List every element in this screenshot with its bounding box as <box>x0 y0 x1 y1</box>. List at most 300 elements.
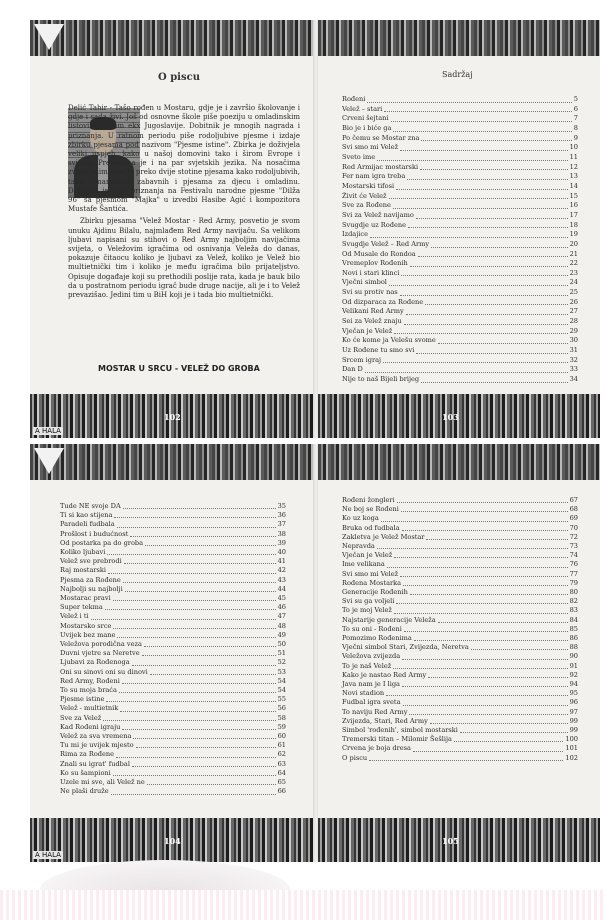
toc-entry-page: 95 <box>569 689 578 698</box>
toc-entry <box>60 732 286 741</box>
toc-entry <box>342 588 578 597</box>
toc-entry-page: 10 <box>569 143 578 152</box>
toc-entry-title: Uvijek bez mane <box>60 630 116 639</box>
toc-entry-title: Pomozimo Rođenima <box>342 634 412 643</box>
toc-entry <box>342 570 578 579</box>
toc-leader-dots <box>400 149 567 151</box>
toc-entry-title: Pjesme istine <box>60 695 105 704</box>
toc-entry-title: Uzele mi sve, ali Velež ne <box>60 778 145 787</box>
toc-entry-title: Izdajice <box>342 230 368 239</box>
toc-entry-page: 61 <box>277 741 286 750</box>
toc-leader-dots <box>404 323 568 325</box>
toc-entry-title: Zakletva je Velež Mostar <box>342 532 425 541</box>
toc-entry-title: Paradeli fudbala <box>60 520 115 529</box>
toc-entry-title: Crvena je boja dresa <box>342 744 411 753</box>
toc-entry-page: 67 <box>569 496 578 504</box>
toc-entry-page: 76 <box>569 560 578 569</box>
toc-entry-page: 88 <box>569 643 578 652</box>
toc-entry <box>342 95 578 105</box>
toc-entry-page: 97 <box>569 707 578 716</box>
toc-entry-page: 63 <box>277 759 286 768</box>
toc-entry <box>342 689 578 698</box>
toc-entry-title: Dan D <box>342 365 363 374</box>
toc-entry <box>342 298 578 308</box>
toc-entry-title: Ljubavi za Rođenoga <box>60 658 130 667</box>
toc-entry-title: Kad Rođeni igraju <box>60 722 121 731</box>
toc-entry-title: Rima za Rođene <box>60 750 115 759</box>
club-crest-icon <box>34 24 64 50</box>
toc-entry <box>60 511 286 520</box>
toc-entry-page: 54 <box>277 686 286 695</box>
toc-entry-title: Sve za Rođene <box>342 201 391 210</box>
toc-entry-page: 38 <box>277 529 286 538</box>
toc-entry-page: 43 <box>277 575 286 584</box>
toc-entry-title: Red Army, Rođeni <box>60 676 120 685</box>
toc-entry-title: To naviju Red Army <box>342 707 408 716</box>
toc-entry <box>342 221 578 231</box>
toc-entry-title: Koliko ljubavi <box>60 548 106 557</box>
toc-entry-page: 101 <box>565 744 578 753</box>
toc-entry-page: 17 <box>569 210 578 219</box>
toc-entry <box>60 714 286 723</box>
page-number: 103 <box>442 412 459 422</box>
toc-entry-title: Ko su šampioni <box>60 768 111 777</box>
toc-entry <box>342 211 578 221</box>
toc-entry-title: Sei za Velež znaju <box>342 317 402 326</box>
toc-entry-title: Ne plaši druže <box>60 787 109 796</box>
toc-entry <box>342 201 578 211</box>
toc-entry-page: 45 <box>277 594 286 603</box>
toc-leader-dots <box>471 648 568 650</box>
toc-entry-page: 30 <box>569 336 578 345</box>
toc-leader-dots <box>393 207 568 209</box>
toc-entry-page: 66 <box>277 787 286 796</box>
toc-entry-title: Zvijezda, Stari, Red Army <box>342 716 428 725</box>
toc-leader-dots <box>113 599 276 601</box>
toc-entry <box>60 723 286 732</box>
toc-leader-dots <box>389 197 568 199</box>
toc-entry-page: 91 <box>569 661 578 670</box>
toc-entry-page: 102 <box>565 753 578 762</box>
toc-leader-dots <box>454 740 563 742</box>
toc-entry-page: 65 <box>277 778 286 787</box>
toc-entry-title: Svugdje Velež – Red Army <box>342 239 430 248</box>
toc-leader-dots <box>136 746 276 748</box>
toc-entry-title: Velež sve prebrodi <box>60 557 122 566</box>
toc-entry <box>60 686 286 695</box>
toc-leader-dots <box>377 547 568 549</box>
toc-entry-page: 35 <box>277 502 286 510</box>
toc-leader-dots <box>402 529 568 531</box>
toc-entry-page: 73 <box>569 542 578 551</box>
toc-leader-dots <box>416 352 567 354</box>
toc-leader-dots <box>387 566 568 568</box>
toc-leader-dots <box>407 178 567 180</box>
toc-entry-title: Ti si kao stijena <box>60 511 113 520</box>
toc-entry-title: Velež i ti <box>60 612 89 621</box>
toc-entry-title: Veležova porodična veza <box>60 640 142 649</box>
toc-entry-title: Crveni šejtani <box>342 114 389 123</box>
toc-leader-dots <box>401 510 568 512</box>
toc-leader-dots <box>107 553 275 555</box>
toc-entry <box>60 622 286 631</box>
toc-entry-page: 44 <box>277 584 286 593</box>
toc-leader-dots <box>396 602 567 604</box>
toc-entry <box>342 153 578 163</box>
toc-entry-page: 92 <box>569 670 578 679</box>
toc-entry <box>342 143 578 153</box>
toc-entry <box>342 134 578 144</box>
toc-entry-title: To je naš Velež <box>342 661 392 670</box>
toc-entry <box>60 769 286 778</box>
toc-leader-dots <box>402 685 568 687</box>
toc-leader-dots <box>396 188 568 190</box>
toc-entry-title: To su moja braća <box>60 686 117 695</box>
toc-entry-title: Bruka od fudbala <box>342 523 400 532</box>
toc-entry <box>60 668 286 677</box>
toc-entry <box>342 192 578 202</box>
toc-entry-page: 12 <box>569 162 578 171</box>
toc-entry-title: Kako je nastao Red Army <box>342 670 427 679</box>
toc-entry <box>342 230 578 240</box>
toc-leader-dots <box>389 284 568 286</box>
page-number: 104 <box>164 836 181 846</box>
toc-entry-page: 22 <box>569 259 578 268</box>
toc-entry <box>342 336 578 346</box>
toc-entry <box>342 346 578 356</box>
toc-entry-title: Vječan je Velež <box>342 326 393 335</box>
toc-leader-dots <box>130 535 275 537</box>
toc-entry-page: 27 <box>569 307 578 316</box>
toc-entry-title: Velež - multietnik <box>60 704 119 713</box>
crowd-photo-banner <box>318 818 600 862</box>
slogan: MOSTAR U SRCU - VELEŽ DO GROBA <box>98 364 260 373</box>
toc-leader-dots <box>123 507 276 509</box>
toc-entry-page: 32 <box>569 355 578 364</box>
toc-entry-title: Java nam je I liga <box>342 680 400 689</box>
toc-leader-dots <box>391 120 572 122</box>
toc-entry <box>342 288 578 298</box>
toc-entry-page: 41 <box>277 557 286 566</box>
toc-entry-page: 86 <box>569 634 578 643</box>
toc-entry <box>342 307 578 317</box>
toc-leader-dots <box>105 608 276 610</box>
toc-entry <box>342 698 578 707</box>
toc-entry <box>60 566 286 575</box>
toc-entry-page: 59 <box>277 722 286 731</box>
toc-entry-page: 40 <box>277 548 286 557</box>
toc-entry <box>60 502 286 511</box>
toc-entry-page: 13 <box>569 172 578 181</box>
toc-entry-title: Najstarije generacije Veleža <box>342 615 436 624</box>
toc-entry-page: 31 <box>569 346 578 355</box>
toc-entry-page: 90 <box>569 652 578 661</box>
toc-entry-title: Oni su sinovi oni su dinovi <box>60 667 148 676</box>
toc-leader-dots <box>393 667 567 669</box>
toc-entry <box>60 640 286 649</box>
toc-leader-dots <box>122 728 275 730</box>
toc-leader-dots <box>438 342 568 344</box>
toc-entry <box>342 496 578 505</box>
toc-entry-title: Nepravda <box>342 542 375 551</box>
toc-entry-title: O piscu <box>342 753 368 762</box>
toc-leader-dots <box>113 774 276 776</box>
toc-entry <box>60 603 286 612</box>
toc-entry <box>342 356 578 366</box>
toc-leader-dots <box>365 371 568 373</box>
toc-entry <box>342 606 578 615</box>
toc-leader-dots <box>147 783 276 785</box>
toc-leader-dots <box>421 381 567 383</box>
toc-leader-dots <box>383 361 568 363</box>
toc-entry <box>60 778 286 787</box>
club-crest-icon <box>34 448 64 474</box>
toc-entry <box>342 172 578 182</box>
toc-entry-title: Uz Rođene tu smo svi <box>342 346 415 355</box>
bio-paragraph: Zbirku pjesama "Velež Mostar - Red Army, posvetio je svom unuku Ajdinu Bilalu, najmlađem Red Army navijaču. Sa velikom ljubavi napisani su stihovi o Red Army najboljim navijačima svijeta, o Veležovim igračima od osnivanja Veleža do danas, pokazuje čitaocu koliko je ljubavi za Velež, koliko je Velež bio multietnički tim i koliko je među igračima bilo prijateljstvo. Opisuje događaje koji su prethodili poslije rata, kada je bauk bilo da u postratnom periodu igrač bude druge nacije, ali je i to Velež prevazišao. Jedini tim u BiH koji je i tada bio multietnički. <box>68 217 300 300</box>
toc-entry <box>342 671 578 680</box>
page-number: 105 <box>442 836 459 846</box>
toc-leader-dots <box>394 332 567 334</box>
toc-entry <box>342 240 578 250</box>
toc-entry-page: 7 <box>573 114 578 123</box>
toc-entry-page: 29 <box>569 326 578 335</box>
toc-entry-page: 53 <box>277 667 286 676</box>
toc-entry-page: 37 <box>277 520 286 529</box>
toc-entry-page: 23 <box>569 268 578 277</box>
toc-entry <box>342 616 578 625</box>
toc-entry-title: Svi za Velež navijamo <box>342 210 414 219</box>
toc-leader-dots <box>418 255 568 257</box>
toc-leader-dots <box>119 691 276 693</box>
toc-entry <box>342 717 578 726</box>
toc-entry <box>342 259 578 269</box>
toc-entry-page: 62 <box>277 750 286 759</box>
toc-entry-title: Mostarski tifosi <box>342 181 395 190</box>
toc-entry-page: 64 <box>277 768 286 777</box>
toc-leader-dots <box>370 236 568 238</box>
toc-entry <box>342 278 578 288</box>
toc-leader-dots <box>144 645 276 647</box>
page-102 <box>30 20 314 438</box>
toc-entry-page: 39 <box>277 538 286 547</box>
toc-leader-dots <box>408 226 568 228</box>
toc-leader-dots <box>413 750 563 752</box>
toc-entry-page: 21 <box>569 249 578 258</box>
toc-entry-title: Novi i stari klinci <box>342 268 400 277</box>
toc-entry <box>342 250 578 260</box>
toc-leader-dots <box>420 168 568 170</box>
toc-entry-title: Super tekma <box>60 603 103 612</box>
about-author-title: O piscu <box>158 72 200 83</box>
toc-entry-title: Red Armijac mostarski <box>342 162 419 171</box>
toc-entry-title: Vječan je Velež <box>342 551 393 560</box>
toc-entry <box>342 597 578 606</box>
table-of-contents <box>60 502 286 797</box>
toc-entry <box>60 520 286 529</box>
toc-leader-dots <box>425 303 567 305</box>
toc-leader-dots <box>460 731 568 733</box>
page-103 <box>318 20 600 438</box>
toc-entry-title: Svi smo mi Velež <box>342 569 399 578</box>
toc-entry-title: Prošlost i budućnost <box>60 529 129 538</box>
toc-entry <box>342 375 578 385</box>
table-of-contents <box>342 496 578 763</box>
toc-entry <box>342 680 578 689</box>
toc-entry-page: 70 <box>569 523 578 532</box>
toc-leader-dots <box>403 584 568 586</box>
toc-entry-page: 83 <box>569 606 578 615</box>
toc-leader-dots <box>122 682 276 684</box>
toc-entry-page: 6 <box>573 104 578 113</box>
toc-leader-dots <box>431 246 568 248</box>
toc-entry <box>60 787 286 796</box>
toc-entry <box>60 530 286 539</box>
toc-entry-page: 33 <box>569 365 578 374</box>
toc-entry <box>60 760 286 769</box>
toc-leader-dots <box>410 265 568 267</box>
toc-entry-title: Ko će kome ja Velešu svome <box>342 336 436 345</box>
toc-leader-dots <box>367 101 571 103</box>
toc-leader-dots <box>386 694 567 696</box>
toc-leader-dots <box>414 639 568 641</box>
toc-entry <box>342 643 578 652</box>
toc-entry-page: 99 <box>569 726 578 735</box>
toc-leader-dots <box>132 664 276 666</box>
toc-entry-page: 9 <box>573 133 578 142</box>
toc-entry <box>60 658 286 667</box>
toc-entry-title: Veležova zvijezda <box>342 652 401 661</box>
toc-entry-title: Rođena Mostarka <box>342 578 402 587</box>
toc-entry <box>342 551 578 560</box>
toc-entry <box>342 542 578 551</box>
toc-entry-page: 68 <box>569 505 578 514</box>
toc-entry-title: Sve za Velež <box>60 713 102 722</box>
toc-entry <box>342 114 578 124</box>
toc-leader-dots <box>124 562 276 564</box>
bio-paragraph: Delić Tahir - Tašo rođen u Mostaru, gdje je i završio školovanje i gdje i sada živi. Još od osnovne škole piše poeziju u omladinskim listovima širom ekx Jugoslavije. Dobitnik je mnogih nagrada i priznanja. U ratnom periodu piše rodoljubive pjesme i izdaje zbirku pjesama pod nazivom "Pjesme istine". Zbirka je doživjela veliki uspjeh, kako u našoj domovini tako i širom Evrope i svijeta. Prevedena je i na par svjetskih jezika. Na nosačima zvuka snimljeno je preko dvije stotine pjesama kako rodoljubivih, tako i narodnih, zabavnih i pjesama za djecu i omladinu. Dobitnik je svih priznanja na Festivalu narodne pjesme "Dilža 96" sa pjesmom "Majka" u izvedbi Hasibe Agić i kompozitora Mustafe Šantića. <box>68 104 300 214</box>
toc-entry-page: 94 <box>569 680 578 689</box>
toc-entry-title: Znali su igrat' fudbal <box>60 759 130 768</box>
toc-leader-dots <box>393 130 571 132</box>
toc-leader-dots <box>91 618 276 620</box>
toc-entry-page: 82 <box>569 597 578 606</box>
toc-entry-title: Srcem igraj <box>342 355 382 364</box>
toc-entry-title: Po čemu se Mostar zna <box>342 133 420 142</box>
toc-entry-title: Od dizparaca za Rođene <box>342 297 424 306</box>
toc-entry-page: 54 <box>277 676 286 685</box>
toc-entry <box>342 505 578 514</box>
contents-title: Sadržaj <box>442 70 473 79</box>
toc-entry <box>342 269 578 279</box>
toc-leader-dots <box>125 590 276 592</box>
toc-leader-dots <box>438 621 568 623</box>
toc-entry-title: Svi su ga voljeli <box>342 597 395 606</box>
crowd-photo-banner <box>318 394 600 438</box>
toc-leader-dots <box>426 538 567 540</box>
toc-leader-dots <box>384 110 572 112</box>
toc-entry <box>342 708 578 717</box>
toc-entry <box>342 163 578 173</box>
toc-entry-title: Rođeni žongleri <box>342 496 395 504</box>
toc-entry-page: 79 <box>569 578 578 587</box>
toc-entry <box>60 631 286 640</box>
toc-leader-dots <box>409 713 567 715</box>
toc-entry <box>342 533 578 542</box>
toc-leader-dots <box>150 673 276 675</box>
toc-entry-title: Vremeplov Rođenih <box>342 259 408 268</box>
toc-entry-page: 100 <box>565 735 578 744</box>
toc-leader-dots <box>394 612 568 614</box>
toc-leader-dots <box>402 658 567 660</box>
background-stripe <box>0 890 606 920</box>
toc-leader-dots <box>416 217 568 219</box>
toc-entry <box>342 634 578 643</box>
toc-leader-dots <box>406 313 568 315</box>
toc-entry <box>342 726 578 735</box>
page-105 <box>318 444 600 862</box>
toc-entry-page: 5 <box>573 95 578 103</box>
toc-entry <box>342 744 578 753</box>
toc-entry <box>342 105 578 115</box>
toc-entry-page: 60 <box>277 732 286 741</box>
toc-entry-title: Od postarka pa do groba <box>60 538 144 547</box>
page-number: 102 <box>164 412 181 422</box>
toc-entry-page: 19 <box>569 230 578 239</box>
toc-entry <box>60 585 286 594</box>
toc-entry-title: Tude NE svoje DA <box>60 502 121 510</box>
toc-entry-title: Ne boj se Rođeni <box>342 505 399 514</box>
toc-entry-title: Od Musale do Rondoa <box>342 249 416 258</box>
toc-leader-dots <box>103 719 275 721</box>
toc-entry-page: 26 <box>569 297 578 306</box>
toc-entry-page: 49 <box>277 630 286 639</box>
toc-leader-dots <box>145 544 276 546</box>
toc-entry-page: 8 <box>573 123 578 132</box>
toc-entry-title: Mostarac pravi <box>60 594 111 603</box>
toc-entry-page: 51 <box>277 649 286 658</box>
toc-entry <box>60 695 286 704</box>
toc-entry-title: Raj mostarski <box>60 566 107 575</box>
toc-entry <box>342 754 578 763</box>
team-photo-banner <box>318 20 600 56</box>
toc-entry-title: Novi stadion <box>342 689 385 698</box>
toc-entry-page: 42 <box>277 566 286 575</box>
toc-entry-page: 77 <box>569 569 578 578</box>
toc-leader-dots <box>132 765 276 767</box>
toc-entry-title: Najbolji su najbolji <box>60 584 123 593</box>
toc-leader-dots <box>117 636 275 638</box>
toc-entry <box>60 548 286 557</box>
toc-entry-page: 46 <box>277 603 286 612</box>
toc-entry <box>60 539 286 548</box>
toc-entry <box>342 524 578 533</box>
toc-entry-title: Velikani Red Army <box>342 307 404 316</box>
toc-entry-title: Vječni simbol <box>342 278 387 287</box>
toc-leader-dots <box>108 572 276 574</box>
toc-entry-title: Fudbal igra sveta <box>342 698 401 707</box>
toc-entry-title: Nije to naš Bijeli brijeg <box>342 375 420 384</box>
toc-entry-page: 18 <box>569 220 578 229</box>
toc-entry-page: 36 <box>277 511 286 520</box>
toc-entry-page: 84 <box>569 615 578 624</box>
toc-leader-dots <box>430 722 568 724</box>
toc-entry-page: 74 <box>569 551 578 560</box>
toc-entry <box>60 649 286 658</box>
toc-entry-title: Duvni vjetre sa Neretve <box>60 649 140 658</box>
banner-tag: A HALA <box>35 427 61 435</box>
toc-entry-title: Tremerski titan – Milomir Šešlija <box>342 735 452 744</box>
